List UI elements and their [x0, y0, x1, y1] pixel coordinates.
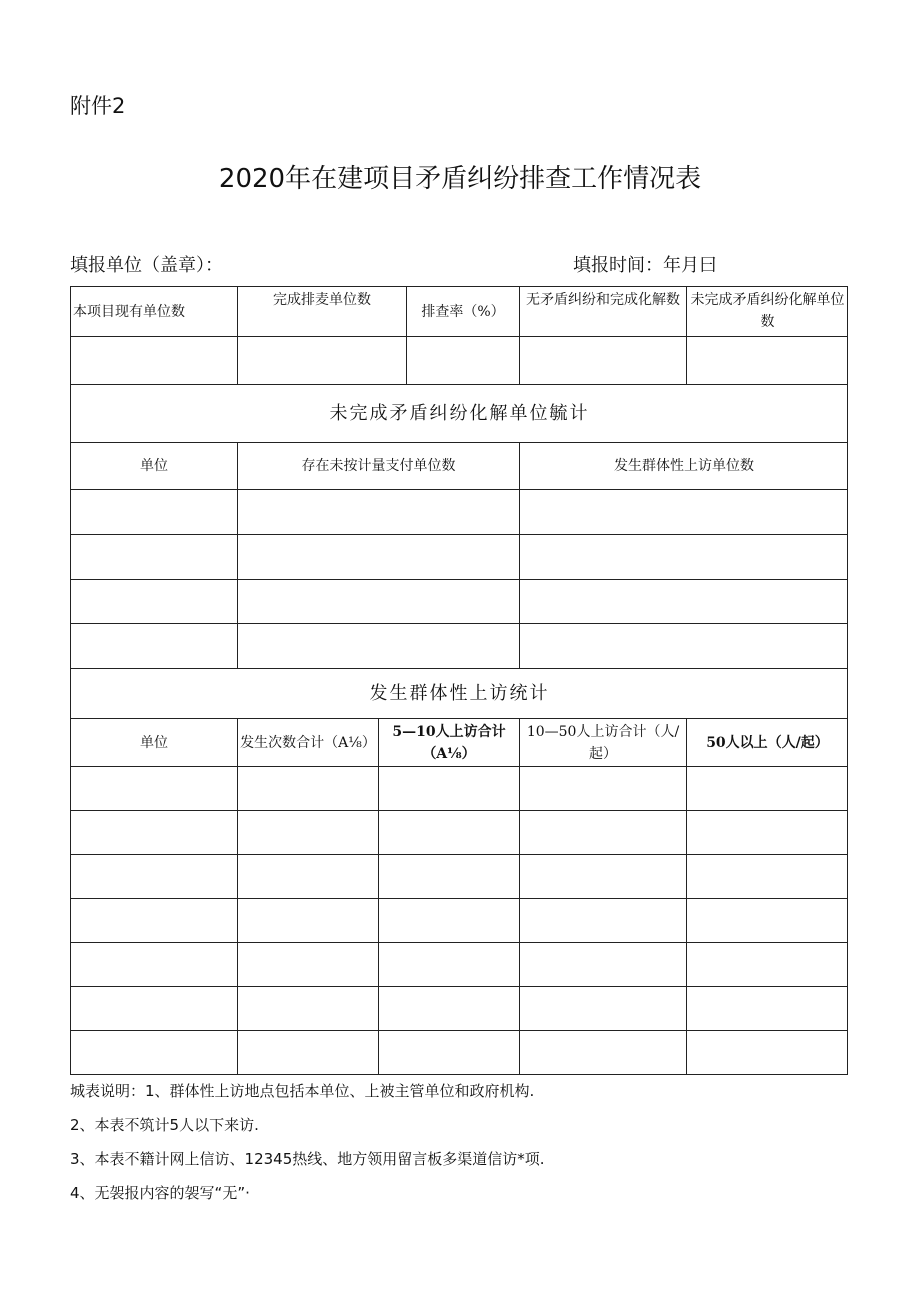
section2-data-cell [519, 898, 686, 942]
section2-header-cell: 单位 [70, 718, 237, 766]
section2-data-cell [378, 942, 519, 986]
section1-data-cell [519, 489, 848, 534]
section2-data-cell [378, 766, 519, 810]
section2-data-cell [70, 942, 237, 986]
section2-data-cell [70, 898, 237, 942]
section1-data-cell [519, 623, 848, 668]
section2-data-cell [519, 854, 686, 898]
section1-data-cell [70, 579, 237, 623]
section1-header-cell: 发生群体性上访单位数 [519, 442, 848, 489]
section2-header-cell: 10—50人上访合计（人/起） [519, 718, 686, 766]
summary-header-cell: 排查率（%） [406, 286, 519, 336]
section2-data-cell [237, 854, 378, 898]
section2-data-cell [237, 1030, 378, 1075]
section2-data-cell [519, 766, 686, 810]
section1-data-cell [70, 623, 237, 668]
note-line-1: 城表说明：1、群体性上访地点包括本单位、上被主管单位和政府机构. [70, 1082, 535, 1100]
section2-data-cell [70, 986, 237, 1030]
section2-header-cell: 5—10人上访合计（A⅛） [378, 718, 519, 766]
section1-title: 未完成矛盾纠纷化解单位毓计 [70, 384, 848, 442]
section2-data-cell [70, 1030, 237, 1075]
section2-data-cell [237, 986, 378, 1030]
summary-data-cell [237, 336, 406, 384]
section1-header-cell: 存在未按计量支付单位数 [237, 442, 519, 489]
section2-data-cell [686, 766, 848, 810]
summary-data-cell [519, 336, 686, 384]
summary-data-cell [406, 336, 519, 384]
section2-data-cell [686, 1030, 848, 1075]
note-line-3: 3、本表不籍计网上信访、12345热线、地方领用留言板多渠道信访*项. [70, 1150, 545, 1168]
note-line-4: 4、无袈报内容的袈写“无”· [70, 1184, 250, 1202]
summary-header-cell: 本项目现有单位数 [70, 286, 237, 336]
section2-data-cell [70, 810, 237, 854]
section2-data-cell [70, 766, 237, 810]
section1-data-cell [237, 534, 519, 579]
section2-title: 发生群体性上访统计 [70, 668, 848, 718]
section2-data-cell [237, 898, 378, 942]
section2-data-cell [237, 810, 378, 854]
section2-data-cell [378, 854, 519, 898]
section2-data-cell [378, 986, 519, 1030]
section1-data-cell [237, 489, 519, 534]
summary-header-cell: 未完成矛盾纠纷化解单位数 [686, 286, 848, 336]
section2-data-cell [237, 766, 378, 810]
section2-data-cell [378, 810, 519, 854]
section2-data-cell [686, 898, 848, 942]
section2-data-cell [519, 942, 686, 986]
notes-block [70, 1080, 545, 1216]
section1-data-cell [70, 534, 237, 579]
attachment-label: 附件2 [70, 94, 126, 118]
summary-header-cell: 完成排麦单位数 [237, 286, 406, 336]
section2-data-cell [686, 810, 848, 854]
section1-data-cell [70, 489, 237, 534]
section2-header-cell: 50人以上（人/起） [686, 718, 848, 766]
page-title: 2020年在建项目矛盾纠纷排查工作情况表 [218, 164, 702, 194]
section1-data-cell [237, 579, 519, 623]
section2-data-cell [70, 854, 237, 898]
section2-data-cell [686, 986, 848, 1030]
section2-header-cell: 发生次数合计（A⅛） [237, 718, 378, 766]
section2-data-cell [237, 942, 378, 986]
section1-header-cell: 单位 [70, 442, 237, 489]
note-line-2: 2、本表不筑计5人以下来访. [70, 1116, 259, 1134]
fill-time-label: 填报时间：年月曰 [573, 255, 717, 276]
fill-unit-label: 填报单位（盖章）： [70, 255, 223, 276]
section2-data-cell [378, 898, 519, 942]
section2-data-cell [686, 854, 848, 898]
section2-data-cell [519, 986, 686, 1030]
summary-header-cell: 无矛盾纠纷和完成化解数 [519, 286, 686, 336]
summary-data-cell [70, 336, 237, 384]
section2-data-cell [686, 942, 848, 986]
summary-data-cell [686, 336, 848, 384]
section1-data-cell [519, 534, 848, 579]
section1-data-cell [237, 623, 519, 668]
section2-data-cell [378, 1030, 519, 1075]
section2-data-cell [519, 810, 686, 854]
section2-data-cell [519, 1030, 686, 1075]
section1-data-cell [519, 579, 848, 623]
